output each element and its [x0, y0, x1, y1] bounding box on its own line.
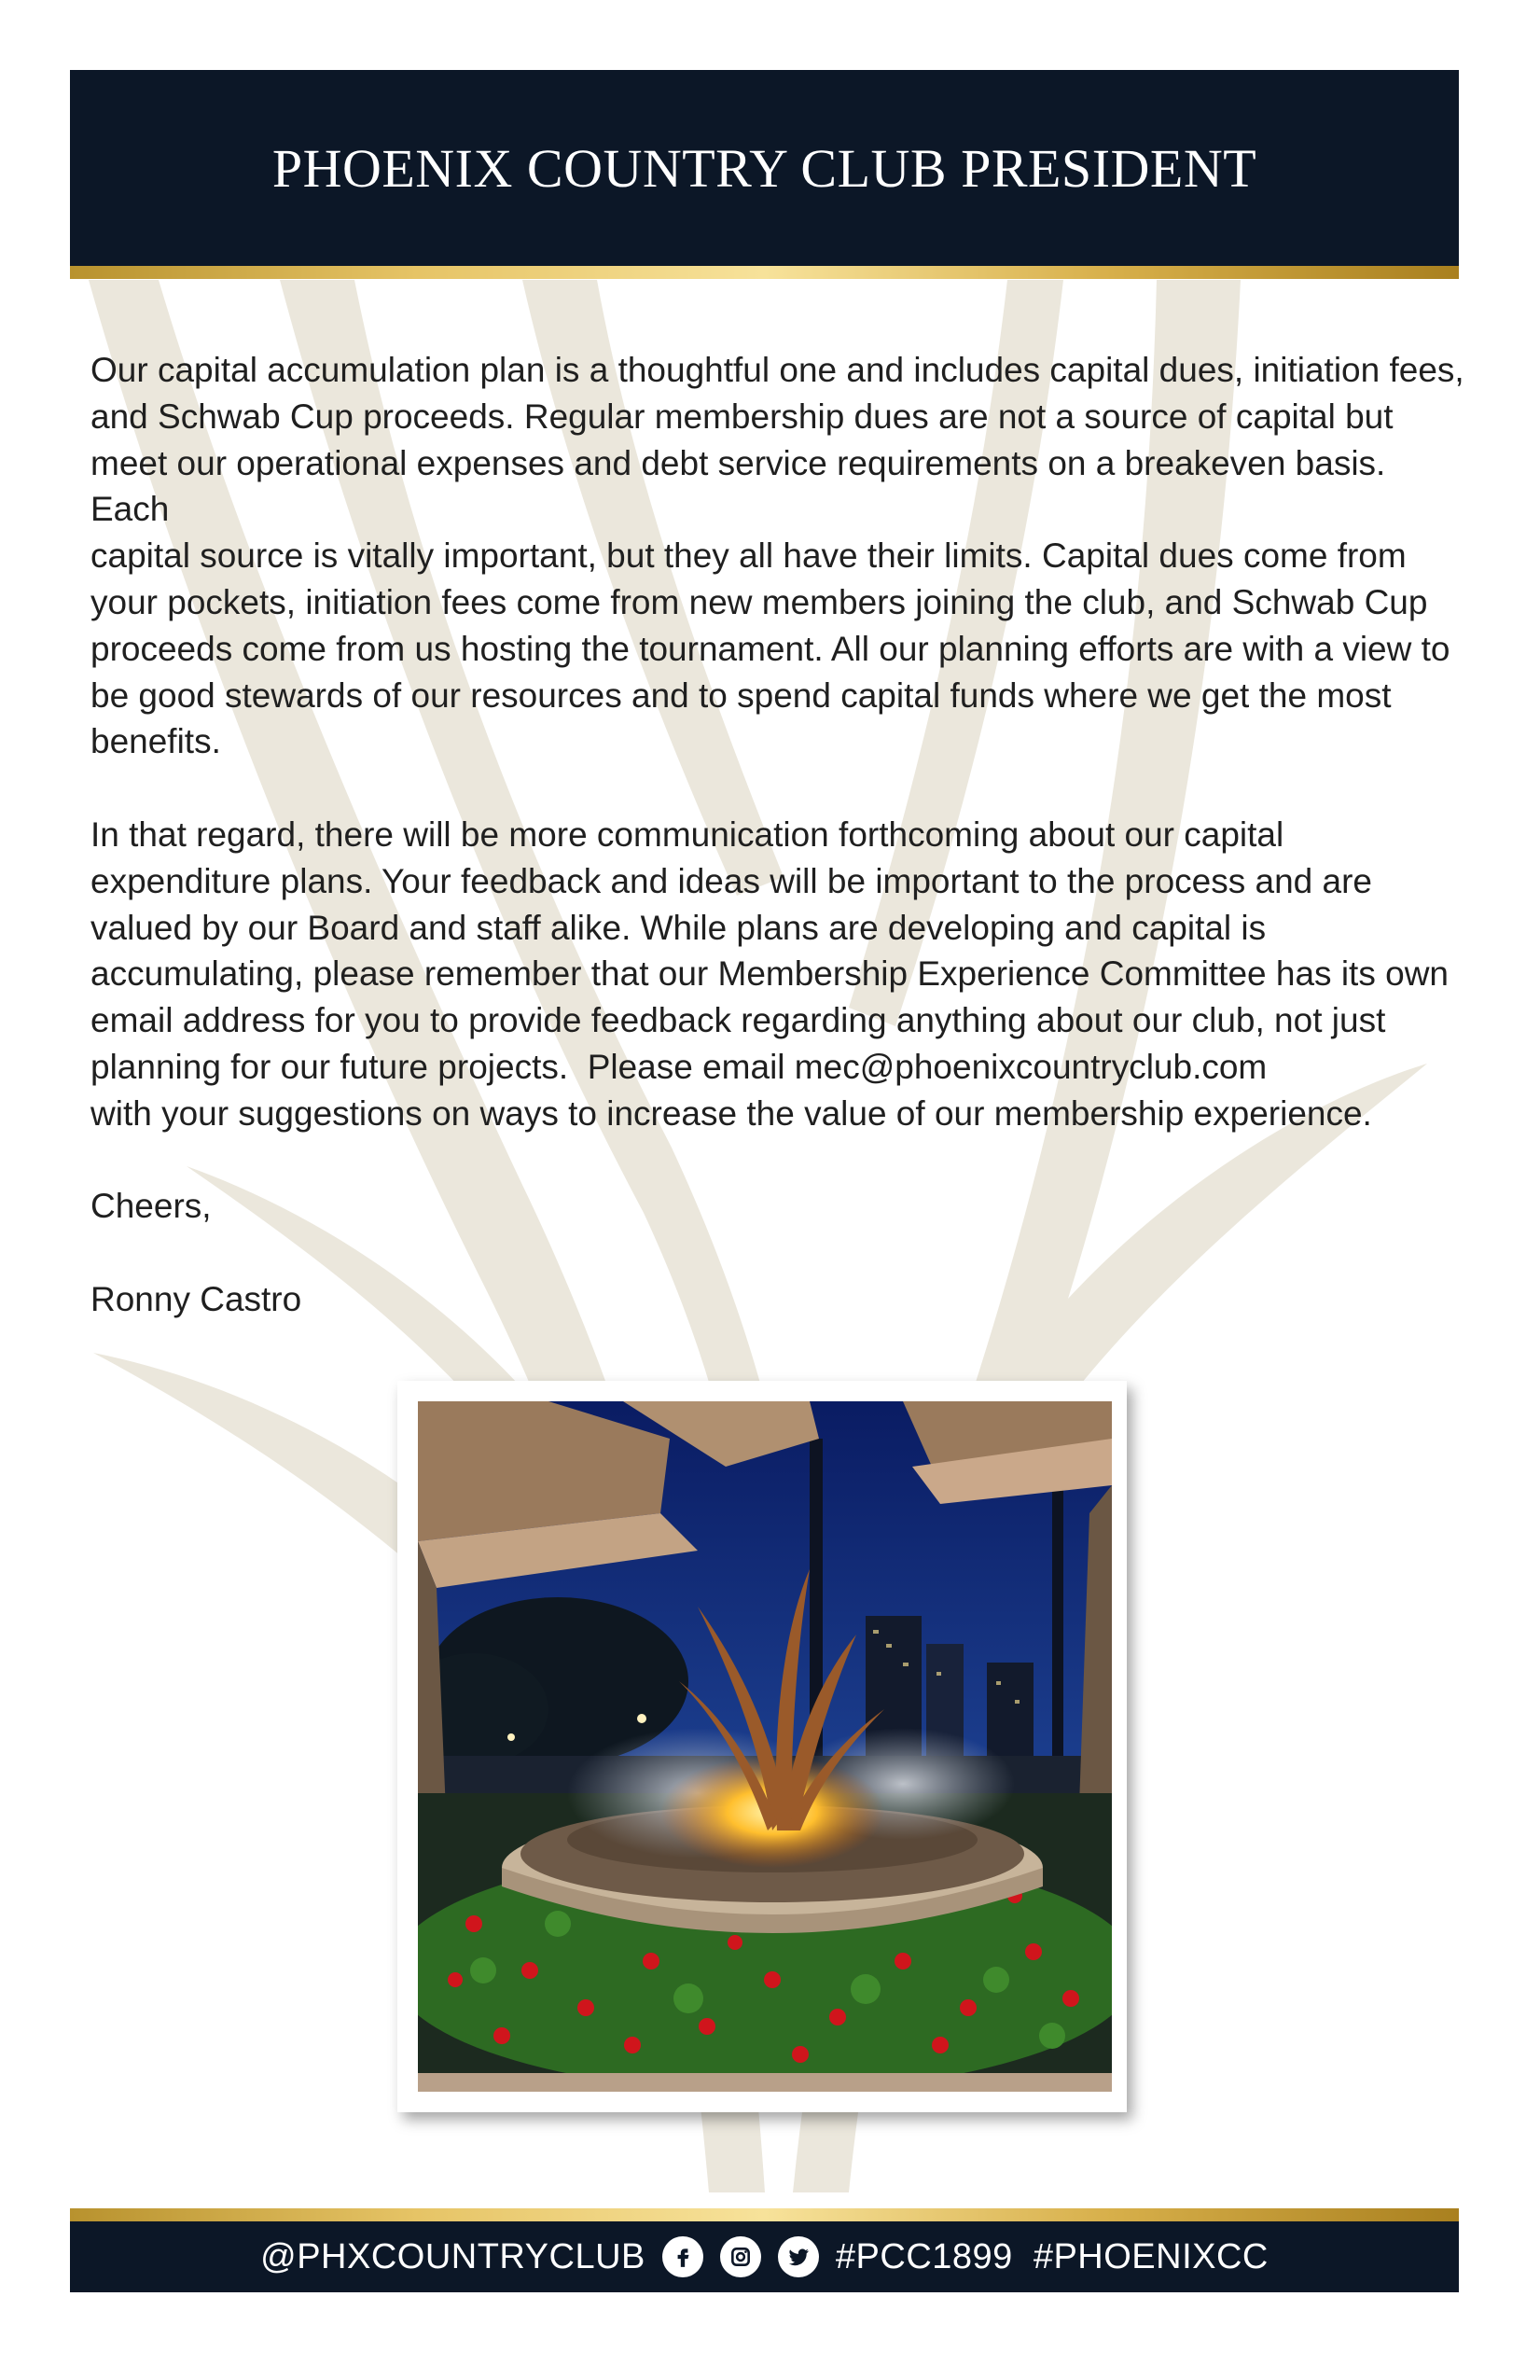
- letter-signature: Ronny Castro: [90, 1279, 302, 1318]
- hashtag-pcc1899[interactable]: #PCC1899: [835, 2236, 1013, 2276]
- page-title: PHOENIX COUNTRY CLUB PRESIDENT: [271, 137, 1257, 199]
- fire-pit-photo: [418, 1401, 1112, 2092]
- footer-banner: [70, 2221, 1459, 2292]
- letter-paragraph-2: In that regard, there will be more communication forthcoming about our capital expenditure plans. Your feedback and ideas will be important to the process and are valued by our Board and staff alike. While plans are developing and capital is accumulating, please remember that our Membership Experience Committee has its own email address for you to provide feedback regarding anything about our club, not just planning for our future projects. Please email mec@phoenixcountryclub.com with your suggestions on ways to increase the value of our membership experience.: [90, 814, 1449, 1133]
- gold-divider-bottom: [70, 2208, 1459, 2221]
- gold-divider-top: [70, 266, 1459, 279]
- letter-body: [90, 347, 1471, 1323]
- facebook-icon[interactable]: [662, 2236, 703, 2277]
- photo-frame: [397, 1381, 1127, 2112]
- letter-closing: Cheers,: [90, 1187, 212, 1226]
- hashtag-phoenixcc[interactable]: #PHOENIXCC: [1033, 2236, 1269, 2276]
- letter-paragraph-1: Our capital accumulation plan is a thoughtful one and includes capital dues, initiation fees, and Schwab Cup proceeds. Regular membership dues are not a source of capital but meet our operational expenses and debt service requirements on a breakeven basis. Each capital source is vitally important, but they all have their limits. Capital dues come from your pockets, initiation fees come from new members joining the club, and Schwab Cup proceeds come from us hosting the tournament. All our planning efforts are with a view to be good stewards of our resources and to spend capital funds where we get the most benefits.: [90, 351, 1464, 761]
- instagram-icon[interactable]: [720, 2236, 761, 2277]
- social-handle[interactable]: @PHXCOUNTRYCLUB: [260, 2236, 645, 2276]
- twitter-icon[interactable]: [778, 2236, 819, 2277]
- header-banner: [70, 70, 1459, 266]
